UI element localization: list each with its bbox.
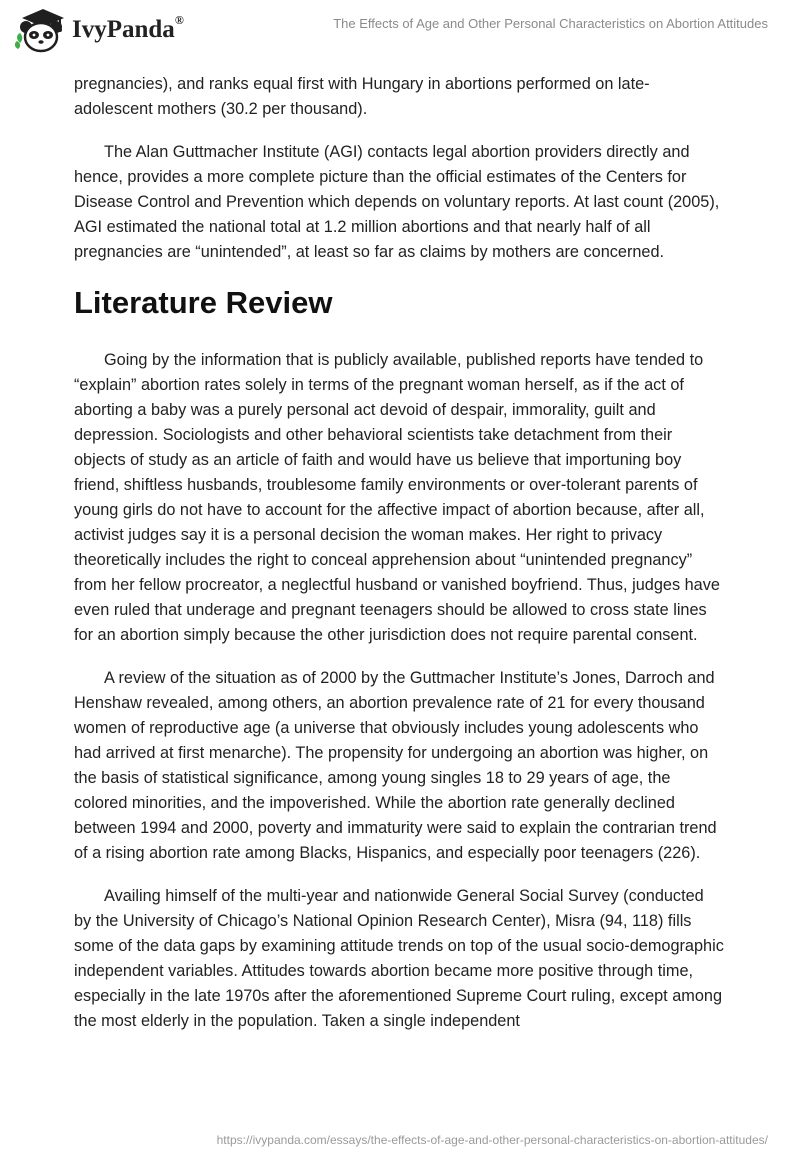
document-title: The Effects of Age and Other Personal Characteristics on Abortion Attitudes — [333, 16, 768, 31]
ivypanda-logo[interactable] — [14, 7, 189, 55]
brand-name: IvyPanda® — [72, 12, 184, 43]
page-header — [0, 0, 800, 62]
registered-mark: ® — [174, 12, 184, 27]
paragraph: The Alan Guttmacher Institute (AGI) contacts legal abortion providers directly and hence, provides a more complete picture than the official estimates of the Centers for Disease Control and Prevention which depends on voluntary reports. At last count (2005), AGI estimated the national total at 1.2 million abortions and that nearly half of all pregnancies are “unintended”, at least so far as claims by mothers are concerned. — [74, 143, 720, 261]
section-heading: Literature Review — [74, 285, 333, 320]
source-url[interactable]: https://ivypanda.com/essays/the-effects-of-age-and-other-personal-characteristics-on-abortion-attitudes/ — [216, 1133, 768, 1147]
paragraph: Availing himself of the multi-year and nationwide General Social Survey (conducted by the University of Chicago’s National Opinion Research Center), Misra (94, 118) fills some of the data gaps by examining attitude trends on top of the usual socio-demographic independent variables. Attitudes towards abortion became more positive through time, especially in the late 1970s after the aforementioned Supreme Court ruling, except among the most elderly in the population. Taken a single independent — [74, 887, 724, 1030]
panda-graduate-icon — [14, 7, 68, 55]
paragraph: A review of the situation as of 2000 by the Guttmacher Institute’s Jones, Darroch and Henshaw revealed, among others, an abortion prevalence rate of 21 for every thousand women of reproductive age (a universe that obviously includes young adolescents who had arrived at first menarche). The propensity for undergoing an abortion was higher, on the basis of statistical significance, among young singles 18 to 29 years of age, the colored minorities, and the impoverished. While the abortion rate generally declined between 1994 and 2000, poverty and immaturity were said to explain the contrarian trend of a rising abortion rate among Blacks, Hispanics, and especially poor teenagers (226). — [74, 669, 717, 862]
article-body — [74, 72, 724, 1052]
paragraph: Going by the information that is publicly available, published reports have tended to “explain” abortion rates solely in terms of the pregnant woman herself, as if the act of aborting a baby was a purely personal act devoid of despair, immorality, guilt and depression. Sociologists and other behavioral scientists take detachment from their objects of study as an article of faith and would have us believe that importuning boy friend, shiftless husbands, troublesome family environments or over-tolerant parents of young girls do not have to account for the affective impact of abortion because, after all, activist judges say it is a personal decision the woman makes. Her right to privacy theoretically includes the right to conceal apprehension about “unintended pregnancy” from her fellow procreator, a neglectful husband or vanished boyfriend. Thus, judges have even ruled that underage and pregnant teenagers should be allowed to cross state lines for an abortion simply because the other jurisdiction does not require parental consent. — [74, 351, 720, 644]
paragraph: pregnancies), and ranks equal first with Hungary in abortions performed on late-adolescent mothers (30.2 per thousand). — [74, 75, 650, 118]
